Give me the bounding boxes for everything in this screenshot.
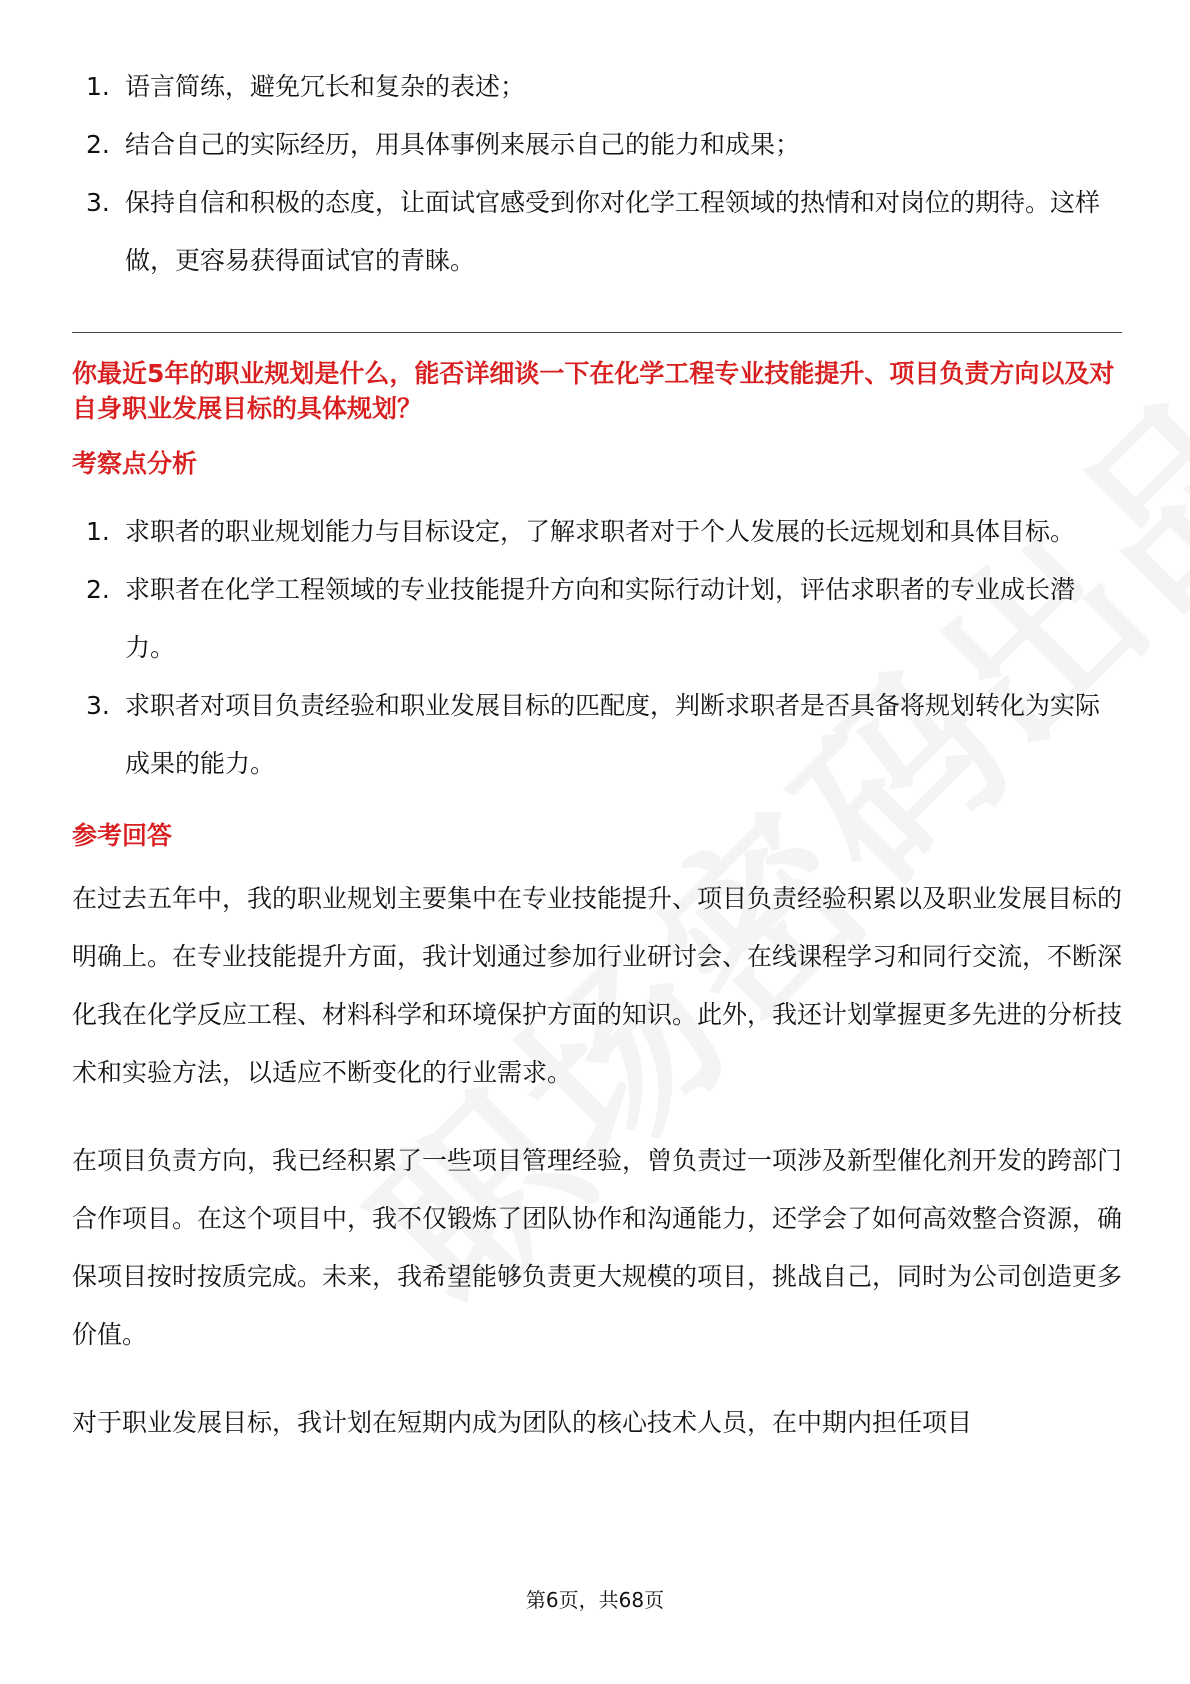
list-item-text: 语言简练，避免冗长和复杂的表述； [125, 72, 526, 101]
answer-paragraph: 对于职业发展目标，我计划在短期内成为团队的核心技术人员，在中期内担任项目 [72, 1408, 973, 1437]
intro-tips-list [72, 58, 1122, 290]
list-item-number: 1. [86, 517, 110, 546]
answer-paragraph: 在过去五年中，我的职业规划主要集中在专业技能提升、项目负责经验积累以及职业发展目标的明确上。在专业技能提升方面，我计划通过参加行业研讨会、在线课程学习和同行交流，不断深化我在化学反应工程、材料科学和环境保护方面的知识。此外，我还计划掌握更多先进的分析技术和实验方法，以适应不断变化的行业需求。 [72, 884, 1123, 1087]
page-content [72, 58, 1122, 1452]
list-item [72, 677, 1122, 793]
list-item-text: 求职者对项目负责经验和职业发展目标的匹配度，判断求职者是否具备将规划转化为实际成果的能力。 [125, 691, 1101, 778]
list-item-text: 求职者在化学工程领域的专业技能提升方向和实际行动计划，评估求职者的专业成长潜力。 [125, 575, 1076, 662]
page-number-footer: 第6页，共68页 [525, 1588, 665, 1612]
list-item-text: 保持自信和积极的态度，让面试官感受到你对化学工程领域的热情和对岗位的期待。这样做，更容易获得面试官的青睐。 [125, 188, 1101, 275]
section-divider [72, 332, 1122, 333]
list-item [72, 116, 1122, 174]
interview-question: 你最近5年的职业规划是什么，能否详细谈一下在化学工程专业技能提升、项目负责方向以及对自身职业发展目标的具体规划？ [72, 359, 1115, 423]
list-item [72, 561, 1122, 677]
answer-paragraph: 在项目负责方向，我已经积累了一些项目管理经验，曾负责过一项涉及新型催化剂开发的跨部门合作项目。在这个项目中，我不仅锻炼了团队协作和沟通能力，还学会了如何高效整合资源，确保项目按时按质完成。未来，我希望能够负责更大规模的项目，挑战自己，同时为公司创造更多价值。 [72, 1146, 1123, 1349]
list-item [72, 58, 1122, 116]
list-item-text: 结合自己的实际经历，用具体事例来展示自己的能力和成果； [125, 130, 801, 159]
list-item-number: 3. [86, 188, 110, 217]
analysis-list [72, 503, 1122, 793]
list-item-text: 求职者的职业规划能力与目标设定，了解求职者对于个人发展的长远规划和具体目标。 [125, 517, 1076, 546]
answer-heading: 参考回答 [72, 821, 173, 850]
list-item-number: 2. [86, 130, 110, 159]
analysis-heading: 考察点分析 [72, 449, 198, 478]
list-item-number: 3. [86, 691, 110, 720]
list-item-number: 1. [86, 72, 110, 101]
list-item [72, 174, 1122, 290]
list-item-number: 2. [86, 575, 110, 604]
list-item [72, 503, 1122, 561]
